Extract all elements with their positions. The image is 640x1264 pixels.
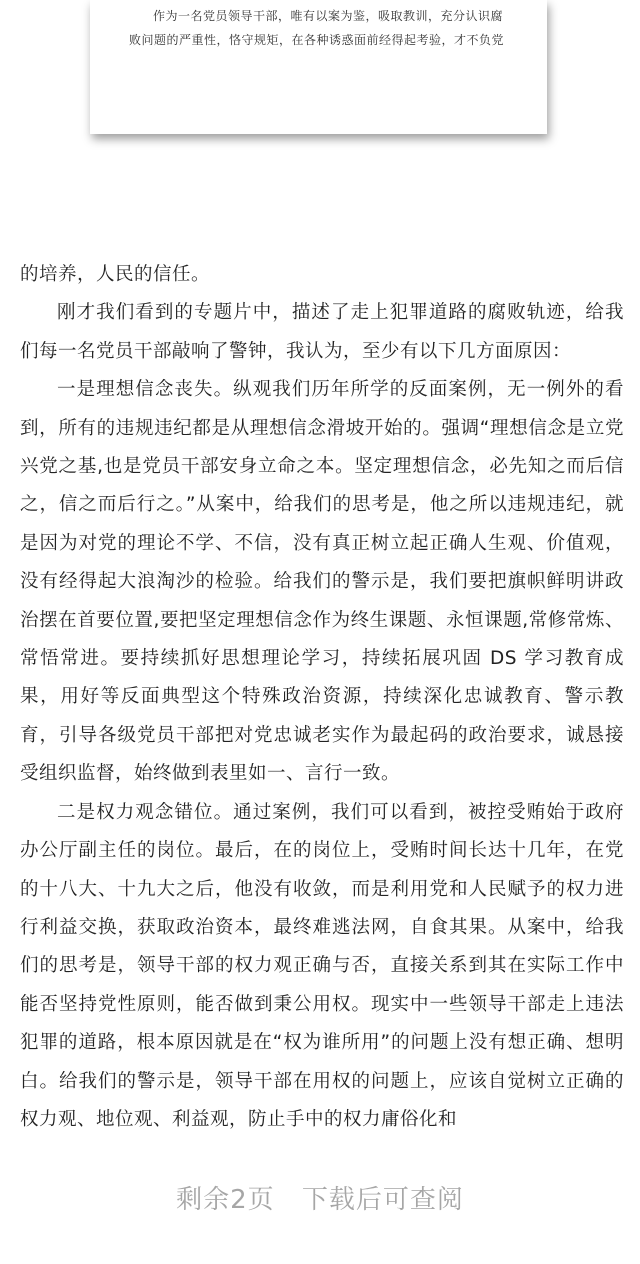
document-body	[20, 256, 624, 1139]
preview-line: 败问题的严重性，恪守规矩，在各种诱惑面前经得起考验，才不负党	[129, 33, 505, 47]
preview-line: 作为一名党员领导干部，唯有以案为鉴，吸取教训，充分认识腐	[153, 9, 504, 23]
paragraph: 一是理想信念丧失。纵观我们历年所学的反面案例，无一例外的看到，所有的违规违纪都是从理想信念滑坡开始的。强调“理想信念是立党兴党之基,也是党员干部安身立命之本。坚定理想信念，必先知之而后信之，信之而后行之。”从案中，给我们的思考是，他之所以违规违纪，就是因为对党的理论不学、不信，没有真正树立起正确人生观、价值观，没有经得起大浪淘沙的检验。给我们的警示是，我们要把旗帜鲜明讲政治摆在首要位置,要把坚定理想信念作为终生课题、永恒课题,常修常炼、常悟常进。要持续抓好思想理论学习，持续拓展巩固 DS 学习教育成果，用好等反面典型这个特殊政治资源，持续深化忠诚教育、警示教育，引导各级党员干部把对党忠诚老实作为最起码的政治要求，诚恳接受组织监督，始终做到表里如一、言行一致。	[20, 379, 624, 785]
paragraph: 二是权力观念错位。通过案例，我们可以看到，被控受贿始于政府办公厅副主任的岗位。最后，在的岗位上，受贿时间长达十几年，在党的十八大、十九大之后，他没有收敛，而是利用党和人民赋予的权力进行利益交换，获取政治资本，最终难逃法网，自食其果。从案中，给我们的思考是，领导干部的权力观正确与否，直接关系到其在实际工作中能否坚持党性原则，能否做到秉公用权。现实中一些领导干部走上违法犯罪的道路，根本原因就是在“权为谁所用”的问题上没有想正确、想明白。给我们的警示是，领导干部在用权的问题上，应该自觉树立正确的权力观、地位观、利益观，防止手中的权力庸俗化和	[20, 801, 624, 1130]
paragraph-continuation: 的培养，人民的信任。	[20, 264, 211, 285]
paragraph: 刚才我们看到的专题片中，描述了走上犯罪道路的腐败轨迹，给我们每一名党员干部敲响了警钟，我认为，至少有以下几方面原因：	[20, 302, 624, 362]
page-preview-text	[129, 4, 519, 52]
remaining-pages-label: 剩余2页	[176, 1185, 275, 1215]
download-hint-label: 下载后可查阅	[301, 1185, 464, 1215]
remaining-pages-banner[interactable]	[0, 1180, 640, 1220]
